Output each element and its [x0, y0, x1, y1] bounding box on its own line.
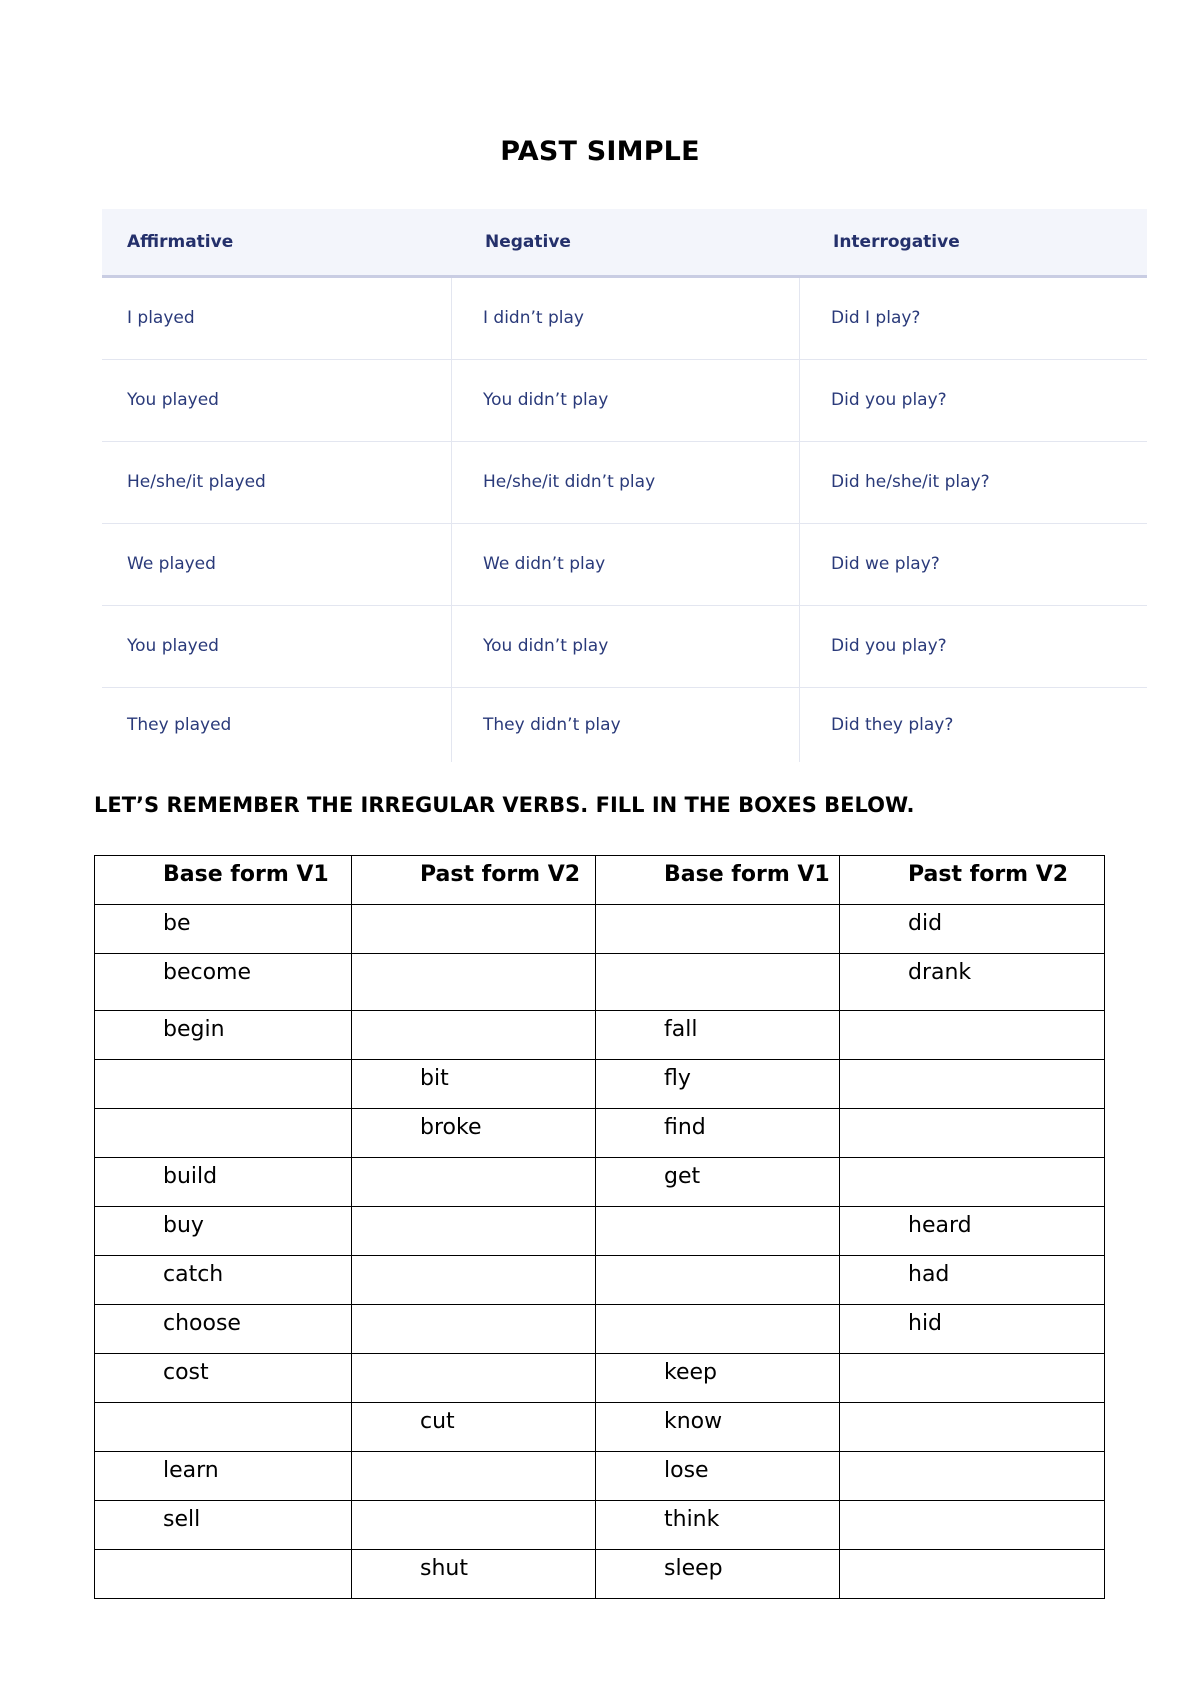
verb-cell[interactable]: fall — [596, 1011, 840, 1060]
verb-cell[interactable] — [352, 1256, 596, 1305]
verb-cell[interactable] — [352, 1011, 596, 1060]
table-row — [95, 1501, 1105, 1550]
verb-cell[interactable] — [352, 1207, 596, 1256]
affirmative-cell: You played — [127, 636, 219, 656]
affirmative-cell: He/she/it played — [127, 472, 266, 492]
header-negative: Negative — [485, 232, 571, 252]
verb-cell[interactable]: lose — [596, 1452, 840, 1501]
verb-cell[interactable] — [840, 1550, 1105, 1599]
conjugation-table — [102, 209, 1147, 762]
verb-cell[interactable] — [95, 1403, 352, 1452]
verb-cell[interactable]: shut — [352, 1550, 596, 1599]
table-row — [95, 1207, 1105, 1256]
verb-cell[interactable] — [840, 1158, 1105, 1207]
verb-cell[interactable]: cost — [95, 1354, 352, 1403]
negative-cell: You didn’t play — [451, 360, 799, 441]
conjugation-row — [102, 442, 1147, 524]
conjugation-row — [102, 278, 1147, 360]
verb-cell[interactable]: become — [95, 954, 352, 1011]
verb-cell[interactable] — [596, 954, 840, 1011]
conjugation-row — [102, 606, 1147, 688]
verb-cell[interactable]: know — [596, 1403, 840, 1452]
negative-cell: You didn’t play — [451, 606, 799, 687]
verb-cell[interactable] — [840, 1109, 1105, 1158]
verb-cell[interactable]: sell — [95, 1501, 352, 1550]
header-interrogative: Interrogative — [833, 232, 960, 252]
affirmative-cell: We played — [127, 554, 216, 574]
verb-cell[interactable]: keep — [596, 1354, 840, 1403]
verb-cell[interactable]: choose — [95, 1305, 352, 1354]
verb-cell[interactable] — [840, 1403, 1105, 1452]
verb-cell[interactable] — [840, 1011, 1105, 1060]
interrogative-cell: Did you play? — [799, 360, 1147, 441]
verb-cell[interactable] — [352, 1305, 596, 1354]
table-row — [95, 1158, 1105, 1207]
conjugation-row — [102, 688, 1147, 762]
negative-cell: He/she/it didn’t play — [451, 442, 799, 523]
verb-cell[interactable]: begin — [95, 1011, 352, 1060]
verb-cell[interactable] — [596, 1256, 840, 1305]
verb-cell[interactable] — [95, 1109, 352, 1158]
verb-cell[interactable] — [352, 905, 596, 954]
verb-cell[interactable] — [840, 1060, 1105, 1109]
verb-cell[interactable]: cut — [352, 1403, 596, 1452]
verb-cell[interactable] — [352, 1452, 596, 1501]
verb-cell[interactable]: drank — [840, 954, 1105, 1011]
verb-cell[interactable] — [352, 1354, 596, 1403]
affirmative-cell: You played — [127, 390, 219, 410]
verb-cell[interactable] — [596, 1305, 840, 1354]
negative-cell: They didn’t play — [451, 688, 799, 762]
table-row — [95, 1011, 1105, 1060]
verb-cell[interactable]: catch — [95, 1256, 352, 1305]
verb-cell[interactable] — [840, 1354, 1105, 1403]
header-past-form-v2: Past form V2 — [352, 856, 596, 905]
instructions-heading: LET’S REMEMBER THE IRREGULAR VERBS. FILL IN THE BOXES BELOW. — [94, 793, 915, 817]
verb-cell[interactable] — [95, 1060, 352, 1109]
header-base-form-v1: Base form V1 — [596, 856, 840, 905]
verb-cell[interactable] — [596, 905, 840, 954]
header-past-form-v2: Past form V2 — [840, 856, 1105, 905]
interrogative-cell: Did we play? — [799, 524, 1147, 605]
verb-cell[interactable]: buy — [95, 1207, 352, 1256]
verb-cell[interactable]: bit — [352, 1060, 596, 1109]
verb-cell[interactable] — [95, 1550, 352, 1599]
table-row — [95, 1060, 1105, 1109]
affirmative-cell: They played — [127, 715, 232, 735]
table-row — [95, 1109, 1105, 1158]
affirmative-cell: I played — [127, 308, 195, 328]
verb-cell[interactable]: find — [596, 1109, 840, 1158]
table-row — [95, 1256, 1105, 1305]
verb-cell[interactable]: build — [95, 1158, 352, 1207]
table-row — [95, 1452, 1105, 1501]
verb-cell[interactable]: sleep — [596, 1550, 840, 1599]
verb-cell[interactable]: broke — [352, 1109, 596, 1158]
verb-cell[interactable] — [352, 1501, 596, 1550]
verb-cell[interactable] — [840, 1501, 1105, 1550]
page-title: PAST SIMPLE — [500, 136, 700, 167]
table-row — [95, 954, 1105, 1011]
verb-cell[interactable] — [352, 1158, 596, 1207]
verb-cell[interactable] — [352, 954, 596, 1011]
conjugation-row — [102, 524, 1147, 606]
verb-cell[interactable]: had — [840, 1256, 1105, 1305]
conjugation-header-row — [102, 209, 1147, 278]
table-row — [95, 905, 1105, 954]
negative-cell: I didn’t play — [451, 278, 799, 359]
interrogative-cell: Did you play? — [799, 606, 1147, 687]
verb-cell[interactable]: get — [596, 1158, 840, 1207]
verb-cell[interactable]: learn — [95, 1452, 352, 1501]
verb-cell[interactable]: be — [95, 905, 352, 954]
header-affirmative: Affirmative — [127, 232, 234, 252]
header-base-form-v1: Base form V1 — [95, 856, 352, 905]
verb-cell[interactable] — [840, 1452, 1105, 1501]
verb-cell[interactable] — [596, 1207, 840, 1256]
irregular-verbs-table — [94, 855, 1105, 1599]
verb-cell[interactable]: heard — [840, 1207, 1105, 1256]
interrogative-cell: Did they play? — [799, 688, 1147, 762]
interrogative-cell: Did I play? — [799, 278, 1147, 359]
verb-cell[interactable]: think — [596, 1501, 840, 1550]
table-row — [95, 1550, 1105, 1599]
negative-cell: We didn’t play — [451, 524, 799, 605]
interrogative-cell: Did he/she/it play? — [799, 442, 1147, 523]
verbs-header-row — [95, 856, 1105, 905]
table-row — [95, 1305, 1105, 1354]
table-row — [95, 1403, 1105, 1452]
conjugation-row — [102, 360, 1147, 442]
table-row — [95, 1354, 1105, 1403]
verb-cell[interactable]: hid — [840, 1305, 1105, 1354]
verb-cell[interactable]: fly — [596, 1060, 840, 1109]
verb-cell[interactable]: did — [840, 905, 1105, 954]
